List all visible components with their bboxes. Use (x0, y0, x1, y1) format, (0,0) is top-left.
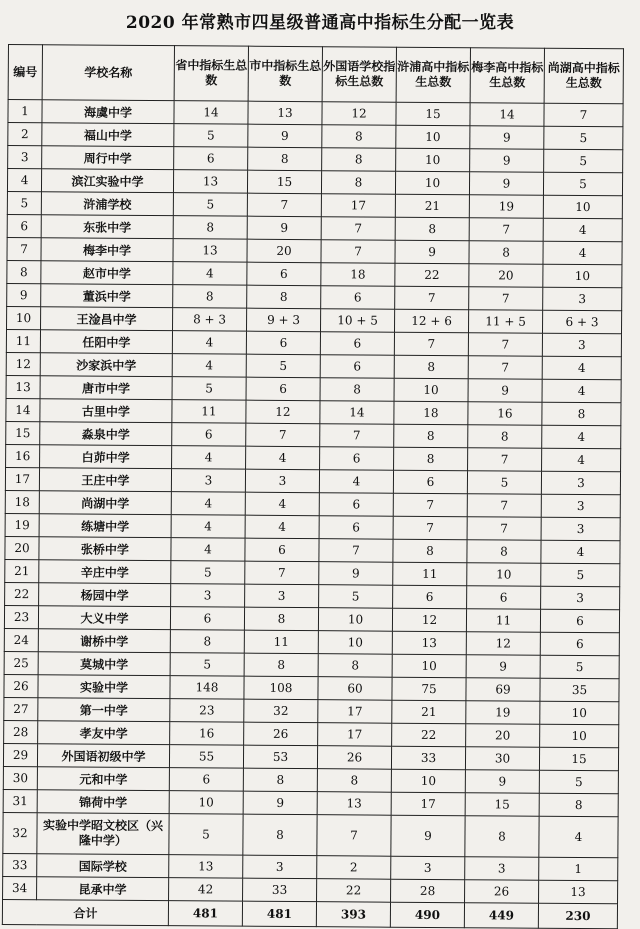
cell-shanghu: 8 (542, 402, 621, 426)
cell-foreign: 8 (322, 148, 396, 172)
total-label: 合计 (2, 899, 168, 925)
cell-foreign: 6 (321, 286, 395, 310)
cell-school: 沙家浜中学 (40, 353, 172, 377)
cell-foreign: 5 (319, 585, 393, 609)
cell-shanghu: 10 (540, 724, 619, 748)
cell-id: 15 (6, 421, 40, 444)
cell-id: 13 (6, 375, 40, 398)
cell-city: 7 (245, 561, 319, 585)
cell-meili: 19 (466, 701, 540, 725)
cell-city: 9 (243, 791, 317, 815)
cell-province: 23 (170, 699, 244, 723)
cell-city: 3 (243, 855, 317, 879)
cell-shanghu: 6 + 3 (542, 310, 621, 334)
cell-foreign: 7 (320, 424, 394, 448)
cell-id: 10 (7, 306, 41, 329)
cell-foreign: 9 (319, 562, 393, 586)
cell-school: 莫城中学 (38, 652, 170, 676)
cell-xupu: 10 (395, 171, 469, 195)
cell-id: 16 (6, 444, 40, 467)
cell-shanghu: 3 (541, 494, 620, 518)
cell-meili: 19 (469, 195, 543, 219)
cell-id: 11 (6, 329, 40, 352)
cell-foreign: 18 (321, 263, 395, 287)
cell-id: 18 (5, 490, 39, 513)
cell-province: 13 (173, 239, 247, 263)
cell-xupu: 11 (393, 562, 467, 586)
cell-province: 6 (170, 607, 244, 631)
cell-province: 55 (169, 745, 243, 769)
cell-meili: 7 (468, 356, 542, 380)
cell-city: 9 (248, 124, 322, 148)
cell-foreign: 17 (321, 194, 395, 218)
cell-shanghu: 3 (543, 287, 622, 311)
cell-id: 3 (8, 146, 42, 169)
cell-school: 尚湖中学 (39, 491, 171, 515)
cell-xupu: 8 (394, 447, 468, 471)
cell-meili: 7 (468, 448, 542, 472)
cell-id: 27 (4, 697, 38, 720)
cell-city: 8 (243, 814, 317, 856)
cell-xupu: 18 (394, 401, 468, 425)
cell-shanghu: 10 (540, 701, 619, 725)
cell-meili: 30 (465, 747, 539, 771)
cell-school: 任阳中学 (40, 330, 172, 354)
cell-foreign: 7 (319, 539, 393, 563)
cell-id: 26 (4, 674, 38, 697)
cell-school: 大义中学 (38, 606, 170, 630)
cell-meili: 11 + 5 (468, 310, 542, 334)
cell-province: 4 (171, 492, 245, 516)
total-city: 481 (242, 901, 316, 927)
cell-school: 海虞中学 (42, 100, 174, 124)
cell-school: 杨园中学 (39, 583, 171, 607)
cell-id: 17 (5, 467, 39, 490)
cell-province: 13 (169, 855, 243, 879)
cell-xupu: 10 (394, 378, 468, 402)
cell-school: 唐市中学 (40, 376, 172, 400)
cell-shanghu: 15 (539, 747, 618, 771)
cell-city: 9 + 3 (247, 308, 321, 332)
table-row (3, 812, 618, 857)
cell-id: 34 (3, 876, 37, 899)
table-body (3, 100, 624, 904)
cell-xupu: 17 (391, 792, 465, 816)
cell-xupu: 6 (393, 585, 467, 609)
allocation-table (2, 44, 624, 929)
cell-xupu: 8 (393, 539, 467, 563)
cell-foreign: 8 (321, 171, 395, 195)
cell-shanghu: 6 (540, 609, 619, 633)
cell-school: 淼泉中学 (40, 422, 172, 446)
cell-foreign: 8 (320, 378, 394, 402)
header-shanghu: 尚湖高中指标生总数 (544, 48, 623, 104)
cell-xupu: 6 (393, 470, 467, 494)
cell-foreign: 8 (322, 125, 396, 149)
cell-xupu: 7 (393, 493, 467, 517)
cell-id: 2 (8, 123, 42, 146)
cell-id: 29 (3, 743, 37, 766)
cell-meili: 7 (469, 218, 543, 242)
cell-xupu: 22 (395, 263, 469, 287)
cell-province: 4 (172, 446, 246, 470)
cell-city: 15 (247, 170, 321, 194)
cell-shanghu: 7 (544, 103, 623, 127)
cell-xupu: 13 (392, 631, 466, 655)
cell-province: 4 (171, 538, 245, 562)
cell-xupu: 8 (395, 217, 469, 241)
cell-province: 4 (172, 354, 246, 378)
cell-foreign: 12 (322, 102, 396, 126)
cell-school: 锦荷中学 (37, 790, 169, 814)
cell-shanghu: 35 (540, 678, 619, 702)
cell-school: 辛庄中学 (39, 560, 171, 584)
cell-meili: 9 (470, 149, 544, 173)
cell-meili: 5 (467, 471, 541, 495)
total-meili: 449 (464, 903, 538, 929)
cell-school: 周行中学 (42, 146, 174, 170)
cell-id: 8 (7, 260, 41, 283)
cell-meili: 7 (467, 494, 541, 518)
cell-foreign: 6 (320, 332, 394, 356)
cell-province: 13 (173, 170, 247, 194)
cell-province: 6 (174, 147, 248, 171)
cell-foreign: 4 (319, 470, 393, 494)
cell-xupu: 7 (394, 332, 468, 356)
cell-id: 12 (6, 352, 40, 375)
cell-id: 25 (4, 651, 38, 674)
cell-foreign: 8 (318, 654, 392, 678)
cell-province: 6 (169, 768, 243, 792)
cell-id: 20 (5, 536, 39, 559)
cell-foreign: 10 + 5 (320, 309, 394, 333)
cell-province: 3 (171, 584, 245, 608)
cell-meili: 9 (466, 655, 540, 679)
cell-xupu: 9 (395, 240, 469, 264)
cell-foreign: 6 (320, 355, 394, 379)
cell-city: 3 (245, 469, 319, 493)
cell-shanghu: 3 (541, 586, 620, 610)
cell-shanghu: 4 (542, 379, 621, 403)
cell-foreign: 6 (320, 447, 394, 471)
cell-school: 浒浦学校 (41, 192, 173, 216)
cell-province: 8 + 3 (173, 308, 247, 332)
cell-xupu: 21 (392, 700, 466, 724)
cell-school: 梅李中学 (41, 238, 173, 262)
cell-city: 20 (247, 239, 321, 263)
cell-school: 王淦昌中学 (41, 307, 173, 331)
cell-province: 8 (173, 216, 247, 240)
cell-school: 张桥中学 (39, 537, 171, 561)
cell-shanghu: 3 (541, 471, 620, 495)
cell-shanghu: 4 (541, 540, 620, 564)
cell-foreign: 6 (319, 493, 393, 517)
cell-city: 3 (245, 584, 319, 608)
cell-city: 26 (244, 722, 318, 746)
cell-id: 23 (4, 605, 38, 628)
cell-shanghu: 5 (543, 172, 622, 196)
cell-xupu: 15 (396, 102, 470, 126)
cell-province: 16 (170, 722, 244, 746)
header-foreign: 外国语学校指标生总数 (322, 47, 396, 103)
cell-shanghu: 8 (539, 793, 618, 817)
cell-province: 4 (171, 515, 245, 539)
cell-city: 53 (243, 745, 317, 769)
cell-province: 3 (171, 469, 245, 493)
header-xupu: 浒浦高中指标生总数 (396, 47, 470, 103)
cell-id: 22 (5, 582, 39, 605)
cell-shanghu: 13 (539, 880, 618, 904)
header-city: 市中指标生总数 (248, 46, 322, 102)
cell-city: 8 (247, 285, 321, 309)
cell-school: 实验中学昭文校区（兴隆中学） (37, 813, 169, 855)
cell-id: 1 (8, 100, 42, 123)
cell-city: 6 (246, 331, 320, 355)
cell-city: 11 (244, 630, 318, 654)
cell-province: 5 (171, 561, 245, 585)
cell-city: 4 (246, 446, 320, 470)
cell-xupu: 12 (392, 608, 466, 632)
cell-school: 古里中学 (40, 399, 172, 423)
cell-meili: 16 (468, 402, 542, 426)
cell-meili: 12 (466, 632, 540, 656)
cell-city: 4 (245, 515, 319, 539)
cell-shanghu: 4 (542, 356, 621, 380)
cell-meili: 7 (467, 517, 541, 541)
cell-xupu: 8 (394, 424, 468, 448)
cell-province: 5 (173, 193, 247, 217)
cell-shanghu: 5 (539, 770, 618, 794)
header-meili: 梅李高中指标生总数 (470, 48, 544, 104)
cell-foreign: 17 (318, 723, 392, 747)
cell-province: 14 (174, 101, 248, 125)
cell-meili: 7 (469, 287, 543, 311)
cell-id: 33 (3, 853, 37, 876)
cell-foreign: 17 (318, 700, 392, 724)
cell-meili: 9 (465, 770, 539, 794)
cell-province: 42 (169, 878, 243, 902)
cell-meili: 6 (467, 586, 541, 610)
cell-meili: 3 (465, 857, 539, 881)
cell-province: 11 (172, 400, 246, 424)
cell-meili: 8 (467, 540, 541, 564)
cell-school: 练塘中学 (39, 514, 171, 538)
cell-meili: 8 (469, 241, 543, 265)
total-xupu: 490 (390, 902, 464, 928)
cell-city: 32 (244, 699, 318, 723)
cell-foreign: 8 (317, 769, 391, 793)
cell-city: 12 (246, 400, 320, 424)
cell-meili: 9 (468, 379, 542, 403)
cell-shanghu: 10 (543, 264, 622, 288)
cell-school: 国际学校 (37, 854, 169, 878)
cell-id: 24 (4, 628, 38, 651)
cell-shanghu: 4 (543, 241, 622, 265)
cell-province: 5 (174, 124, 248, 148)
cell-meili: 20 (469, 264, 543, 288)
cell-province: 10 (169, 791, 243, 815)
cell-school: 实验中学 (38, 675, 170, 699)
cell-foreign: 10 (318, 608, 392, 632)
cell-id: 19 (5, 513, 39, 536)
cell-school: 元和中学 (37, 767, 169, 791)
cell-meili: 8 (465, 816, 539, 858)
cell-shanghu: 4 (542, 448, 621, 472)
cell-city: 7 (247, 193, 321, 217)
cell-shanghu: 5 (544, 126, 623, 150)
cell-foreign: 14 (320, 401, 394, 425)
header-province: 省中指标生总数 (174, 46, 248, 102)
cell-shanghu: 3 (542, 333, 621, 357)
cell-province: 5 (172, 377, 246, 401)
cell-shanghu: 4 (539, 816, 618, 858)
cell-xupu: 9 (391, 815, 465, 857)
cell-meili: 8 (468, 425, 542, 449)
header-row (8, 45, 623, 104)
cell-school: 赵市中学 (41, 261, 173, 285)
cell-xupu: 22 (392, 723, 466, 747)
cell-shanghu: 5 (540, 655, 619, 679)
total-foreign: 393 (316, 902, 390, 928)
header-id: 编号 (8, 45, 42, 100)
cell-xupu: 10 (392, 654, 466, 678)
cell-xupu: 10 (391, 769, 465, 793)
cell-shanghu: 6 (540, 632, 619, 656)
document-title: 2020 年常熟市四星级普通高中指标生分配一览表 (125, 13, 515, 33)
cell-province: 8 (173, 285, 247, 309)
cell-city: 7 (246, 423, 320, 447)
cell-school: 滨江实验中学 (41, 169, 173, 193)
cell-city: 13 (248, 101, 322, 125)
cell-shanghu: 4 (542, 425, 621, 449)
cell-meili: 26 (465, 880, 539, 904)
cell-foreign: 7 (317, 815, 391, 857)
cell-foreign: 26 (317, 746, 391, 770)
cell-xupu: 21 (395, 194, 469, 218)
cell-meili: 20 (466, 724, 540, 748)
cell-meili: 11 (466, 609, 540, 633)
cell-city: 8 (243, 768, 317, 792)
cell-city: 4 (245, 492, 319, 516)
cell-shanghu: 5 (544, 149, 623, 173)
cell-id: 9 (7, 283, 41, 306)
cell-school: 王庄中学 (39, 468, 171, 492)
cell-school: 白茆中学 (40, 445, 172, 469)
cell-foreign: 10 (318, 631, 392, 655)
cell-xupu: 75 (392, 677, 466, 701)
cell-school: 福山中学 (42, 123, 174, 147)
cell-xupu: 12 + 6 (394, 309, 468, 333)
cell-province: 8 (170, 630, 244, 654)
cell-city: 9 (247, 216, 321, 240)
cell-id: 28 (4, 720, 38, 743)
total-shanghu: 230 (538, 903, 617, 929)
total-row (2, 899, 617, 928)
cell-province: 5 (169, 814, 243, 856)
cell-city: 8 (244, 607, 318, 631)
cell-province: 5 (170, 653, 244, 677)
cell-id: 6 (7, 214, 41, 237)
cell-id: 14 (6, 398, 40, 421)
cell-school: 谢桥中学 (38, 629, 170, 653)
cell-school: 董浜中学 (41, 284, 173, 308)
cell-foreign: 13 (317, 792, 391, 816)
cell-shanghu: 1 (539, 857, 618, 881)
cell-school: 外国语初级中学 (37, 744, 169, 768)
cell-shanghu: 4 (543, 218, 622, 242)
cell-id: 31 (3, 789, 37, 812)
cell-shanghu: 3 (541, 517, 620, 541)
cell-id: 5 (7, 191, 41, 214)
total-province: 481 (168, 901, 242, 927)
cell-xupu: 10 (396, 148, 470, 172)
cell-id: 21 (5, 559, 39, 582)
cell-province: 4 (173, 262, 247, 286)
cell-city: 8 (248, 147, 322, 171)
cell-province: 148 (170, 676, 244, 700)
cell-province: 6 (172, 423, 246, 447)
cell-meili: 9 (469, 172, 543, 196)
cell-city: 33 (243, 878, 317, 902)
cell-school: 东张中学 (41, 215, 173, 239)
cell-school: 昆承中学 (37, 877, 169, 901)
cell-xupu: 7 (395, 286, 469, 310)
cell-id: 30 (3, 766, 37, 789)
cell-foreign: 7 (321, 240, 395, 264)
cell-foreign: 22 (317, 879, 391, 903)
cell-city: 6 (245, 538, 319, 562)
cell-xupu: 28 (391, 879, 465, 903)
cell-city: 5 (246, 354, 320, 378)
cell-meili: 7 (468, 333, 542, 357)
cell-meili: 9 (470, 126, 544, 150)
cell-meili: 10 (467, 563, 541, 587)
cell-shanghu: 10 (543, 195, 622, 219)
cell-meili: 14 (470, 103, 544, 127)
cell-id: 32 (3, 812, 37, 853)
cell-meili: 69 (466, 678, 540, 702)
cell-id: 7 (7, 237, 41, 260)
cell-xupu: 33 (391, 746, 465, 770)
cell-id: 4 (7, 169, 41, 192)
cell-foreign: 2 (317, 856, 391, 880)
cell-xupu: 7 (393, 516, 467, 540)
cell-xupu: 8 (394, 355, 468, 379)
cell-foreign: 7 (321, 217, 395, 241)
header-school: 学校名称 (42, 45, 174, 101)
cell-school: 孝友中学 (38, 721, 170, 745)
cell-city: 108 (244, 676, 318, 700)
cell-city: 8 (244, 653, 318, 677)
cell-school: 第一中学 (38, 698, 170, 722)
cell-city: 6 (246, 377, 320, 401)
cell-foreign: 6 (319, 516, 393, 540)
cell-xupu: 10 (396, 125, 470, 149)
cell-city: 6 (247, 262, 321, 286)
cell-xupu: 3 (391, 856, 465, 880)
cell-foreign: 60 (318, 677, 392, 701)
cell-shanghu: 5 (541, 563, 620, 587)
cell-province: 4 (172, 331, 246, 355)
cell-meili: 15 (465, 793, 539, 817)
